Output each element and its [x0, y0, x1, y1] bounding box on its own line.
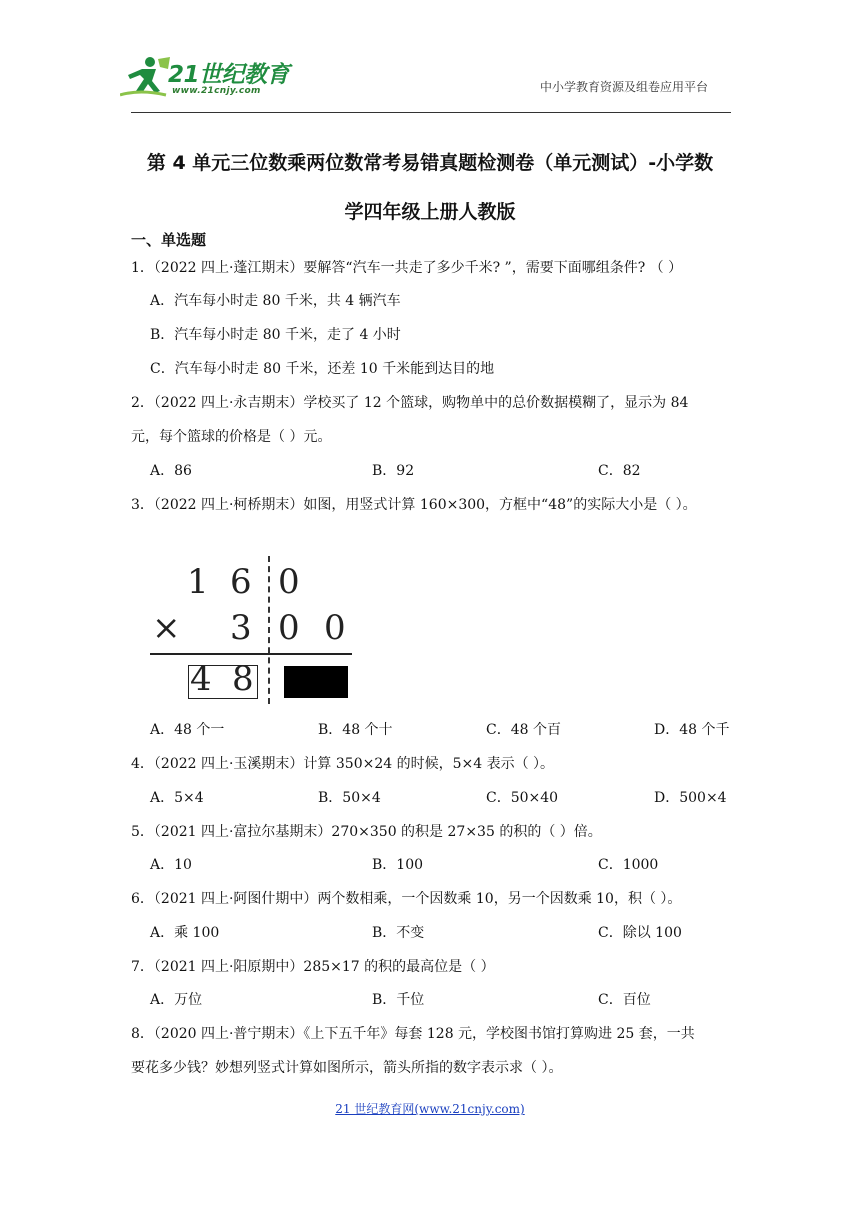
question-4-option-c[interactable]: C．50×40 — [486, 790, 559, 806]
question-2-option-a[interactable]: A．86 — [150, 463, 192, 479]
question-7-option-b[interactable]: B．千位 — [372, 992, 425, 1008]
question-7-option-a[interactable]: A．万位 — [150, 992, 203, 1008]
question-6-stem: 6．（2021 四上·阿图什期中）两个数相乘，一个因数乘 10，另一个因数乘 10，积（ ）。 — [131, 891, 682, 907]
vertical-multiplication-figure — [140, 556, 360, 706]
question-1-stem: 1．（2022 四上·蓬江期末）要解答“汽车一共走了多少千米? ”，需要下面哪组条件? （ ） — [131, 260, 683, 276]
footer-link[interactable]: 21 世纪教育网(www.21cnjy.com) — [335, 1102, 525, 1116]
logo-text: 21世纪教育 — [168, 62, 290, 88]
question-5-option-a[interactable]: A．10 — [150, 857, 192, 873]
header-divider — [131, 112, 731, 113]
question-3-option-c[interactable]: C．48 个百 — [486, 722, 561, 738]
document-title-line2: 学四年级上册人教版 — [344, 201, 516, 223]
runner-icon — [120, 55, 172, 99]
question-5-option-b[interactable]: B．100 — [372, 857, 424, 873]
result-line — [150, 653, 352, 655]
digit: 0 — [278, 608, 300, 648]
digit: 8 — [232, 659, 254, 699]
question-2-option-b[interactable]: B．92 — [372, 463, 415, 479]
digit: 1 — [187, 562, 209, 602]
question-1-option-a[interactable]: A．汽车每小时走 80 千米，共 4 辆汽车 — [150, 293, 401, 309]
question-4-option-b[interactable]: B．50×4 — [318, 790, 381, 806]
question-6-option-b[interactable]: B．不变 — [372, 925, 425, 941]
question-4-option-a[interactable]: A．5×4 — [150, 790, 204, 806]
question-7-stem: 7．（2021 四上·阳原期中）285×17 的积的最高位是（ ） — [131, 959, 495, 975]
question-8-stem-line1: 8．（2020 四上·普宁期末）《上下五千年》每套 128 元，学校图书馆打算购进 25 套，一共 — [131, 1026, 695, 1042]
question-3-option-a[interactable]: A．48 个一 — [150, 722, 225, 738]
question-8-stem-line2: 要花多少钱？妙想列竖式计算如图所示，箭头所指的数字表示求（ ）。 — [131, 1060, 563, 1076]
logo-url: www.21cnjy.com — [172, 86, 261, 96]
question-4-stem: 4．（2022 四上·玉溪期末）计算 350×24 的时候，5×4 表示（ ）。 — [131, 756, 555, 772]
question-3-stem: 3．（2022 四上·柯桥期末）如图，用竖式计算 160×300，方框中“48”的实际大小是（ ）。 — [131, 497, 697, 513]
document-title-line1: 第 4 单元三位数乘两位数常考易错真题检测卷（单元测试）-小学数 — [146, 152, 714, 174]
question-7-option-c[interactable]: C．百位 — [598, 992, 651, 1008]
header-tagline: 中小学教育资源及组卷应用平台 — [540, 80, 709, 94]
question-5-option-c[interactable]: C．1000 — [598, 857, 659, 873]
question-4-option-d[interactable]: D．500×4 — [654, 790, 727, 806]
question-2-stem-line2: 元，每个篮球的价格是（ ）元。 — [131, 429, 332, 445]
section-heading: 一、单选题 — [131, 231, 207, 249]
dashed-divider — [268, 556, 270, 704]
question-2-stem-line1: 2．（2022 四上·永吉期末）学校买了 12 个篮球，购物单中的总价数据模糊了，显示为 84 — [131, 395, 689, 411]
digit: 3 — [230, 608, 252, 648]
question-2-option-c[interactable]: C．82 — [598, 463, 641, 479]
multiply-sign: × — [152, 608, 181, 648]
hidden-digits-block — [284, 666, 348, 698]
question-1-option-c[interactable]: C．汽车每小时走 80 千米，还差 10 千米能到达目的地 — [150, 361, 495, 377]
question-3-option-d[interactable]: D．48 个千 — [654, 722, 730, 738]
question-6-option-c[interactable]: C．除以 100 — [598, 925, 682, 941]
question-1-option-b[interactable]: B．汽车每小时走 80 千米，走了 4 小时 — [150, 327, 401, 343]
digit: 4 — [190, 659, 212, 699]
question-5-stem: 5．（2021 四上·富拉尔基期末）270×350 的积是 27×35 的积的（ ）倍。 — [131, 824, 602, 840]
question-3-option-b[interactable]: B．48 个十 — [318, 722, 393, 738]
digit: 6 — [230, 562, 252, 602]
digit: 0 — [324, 608, 346, 648]
question-6-option-a[interactable]: A．乘 100 — [150, 925, 220, 941]
digit: 0 — [278, 562, 300, 602]
